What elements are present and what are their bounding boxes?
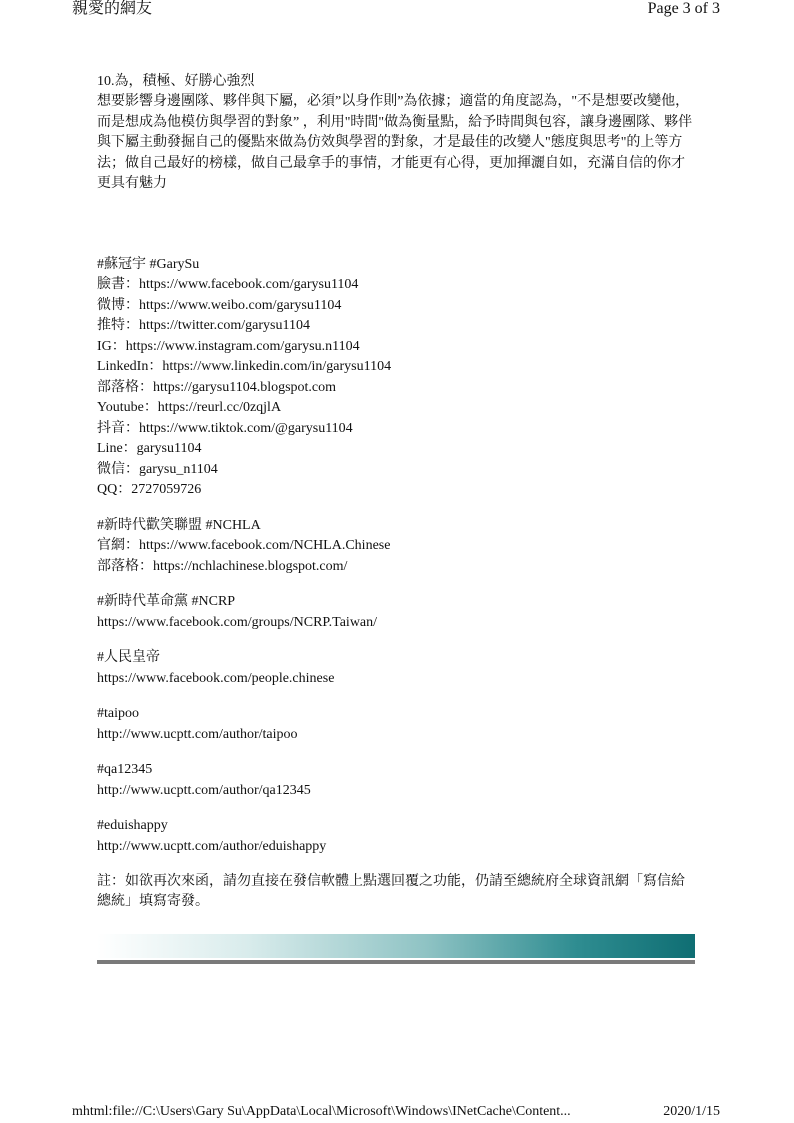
- link-line[interactable]: 微博：https://www.weibo.com/garysu1104: [97, 297, 342, 313]
- hashtag-line: #新時代歡笑聯盟 #NCHLA: [97, 517, 261, 533]
- link-group: [97, 592, 697, 633]
- document-content: [97, 72, 697, 912]
- link-line[interactable]: http://www.ucptt.com/author/taipoo: [97, 726, 298, 742]
- link-group: [97, 704, 697, 745]
- footer-date: 2020/1/15: [663, 1104, 720, 1119]
- link-line[interactable]: Line：garysu1104: [97, 441, 202, 456]
- link-line[interactable]: 官網：https://www.facebook.com/NCHLA.Chinese: [97, 538, 391, 553]
- link-line[interactable]: http://www.ucptt.com/author/eduishappy: [97, 838, 327, 854]
- link-line[interactable]: QQ：2727059726: [97, 482, 202, 497]
- page-number: Page 3 of 3: [647, 0, 720, 17]
- hashtag-line: #蘇冠宇 #GarySu: [97, 256, 200, 272]
- decorative-banner: [97, 934, 695, 958]
- banner-divider: [97, 960, 695, 964]
- link-line[interactable]: 部落格：https://nchlachinese.blogspot.com/: [97, 558, 348, 574]
- link-group: [97, 816, 697, 857]
- link-line[interactable]: LinkedIn：https://www.linkedin.com/in/garysu1104: [97, 359, 392, 374]
- link-line[interactable]: IG：https://www.instagram.com/garysu.n1104: [97, 338, 360, 354]
- link-group: [97, 760, 697, 801]
- link-line[interactable]: https://www.facebook.com/people.chinese: [97, 670, 335, 686]
- link-line[interactable]: 臉書：https://www.facebook.com/garysu1104: [97, 277, 359, 292]
- link-line[interactable]: 抖音：https://www.tiktok.com/@garysu1104: [97, 420, 353, 436]
- link-line[interactable]: 微信：garysu_n1104: [97, 461, 218, 477]
- link-line[interactable]: 推特：https://twitter.com/garysu1104: [97, 318, 310, 333]
- link-group: [97, 255, 697, 501]
- footer-path: mhtml:file://C:\Users\Gary Su\AppData\Local\Microsoft\Windows\INetCache\Content...: [72, 1104, 571, 1119]
- hashtag-line: #taipoo: [97, 706, 139, 721]
- page-header-title: 親愛的網友: [72, 0, 153, 17]
- link-line[interactable]: https://www.facebook.com/groups/NCRP.Taiwan/: [97, 614, 378, 630]
- hashtag-line: #qa12345: [97, 762, 153, 777]
- hashtag-line: #人民皇帝: [97, 650, 160, 665]
- link-group: [97, 648, 697, 689]
- link-line[interactable]: 部落格：https://garysu1104.blogspot.com: [97, 379, 337, 395]
- hashtag-line: #eduishappy: [97, 818, 168, 833]
- hashtag-line: #新時代革命黨 #NCRP: [97, 594, 236, 609]
- link-group: [97, 516, 697, 578]
- notice-text: 註：如欲再次來函，請勿直接在發信軟體上點選回覆之功能，仍請至總統府全球資訊網「寫信給總統」填寫寄發。: [97, 874, 685, 909]
- article-body: 想要影響身邊團隊、夥伴與下屬，必須”以身作則”為依據；適當的角度認為，"不是想要改變他，而是想成為他模仿與學習的對象” ，利用"時間"做為衡量點，給予時間與包容，讓身邊團隊、夥伴與下屬主動發掘自己的優點來做為仿效與學習的對象，才是最佳的改變人"態度與思考"的上等方法；做自己最好的榜樣，做自己最拿手的事情，才能更有心得，更加揮灑自如，充滿自信的你才更具有魅力: [97, 94, 693, 191]
- link-line[interactable]: Youtube：https://reurl.cc/0zqjlA: [97, 400, 282, 415]
- article-heading: 10.為，積極、好勝心強烈: [97, 74, 255, 89]
- link-line[interactable]: http://www.ucptt.com/author/qa12345: [97, 782, 311, 798]
- contact-links: [97, 255, 697, 858]
